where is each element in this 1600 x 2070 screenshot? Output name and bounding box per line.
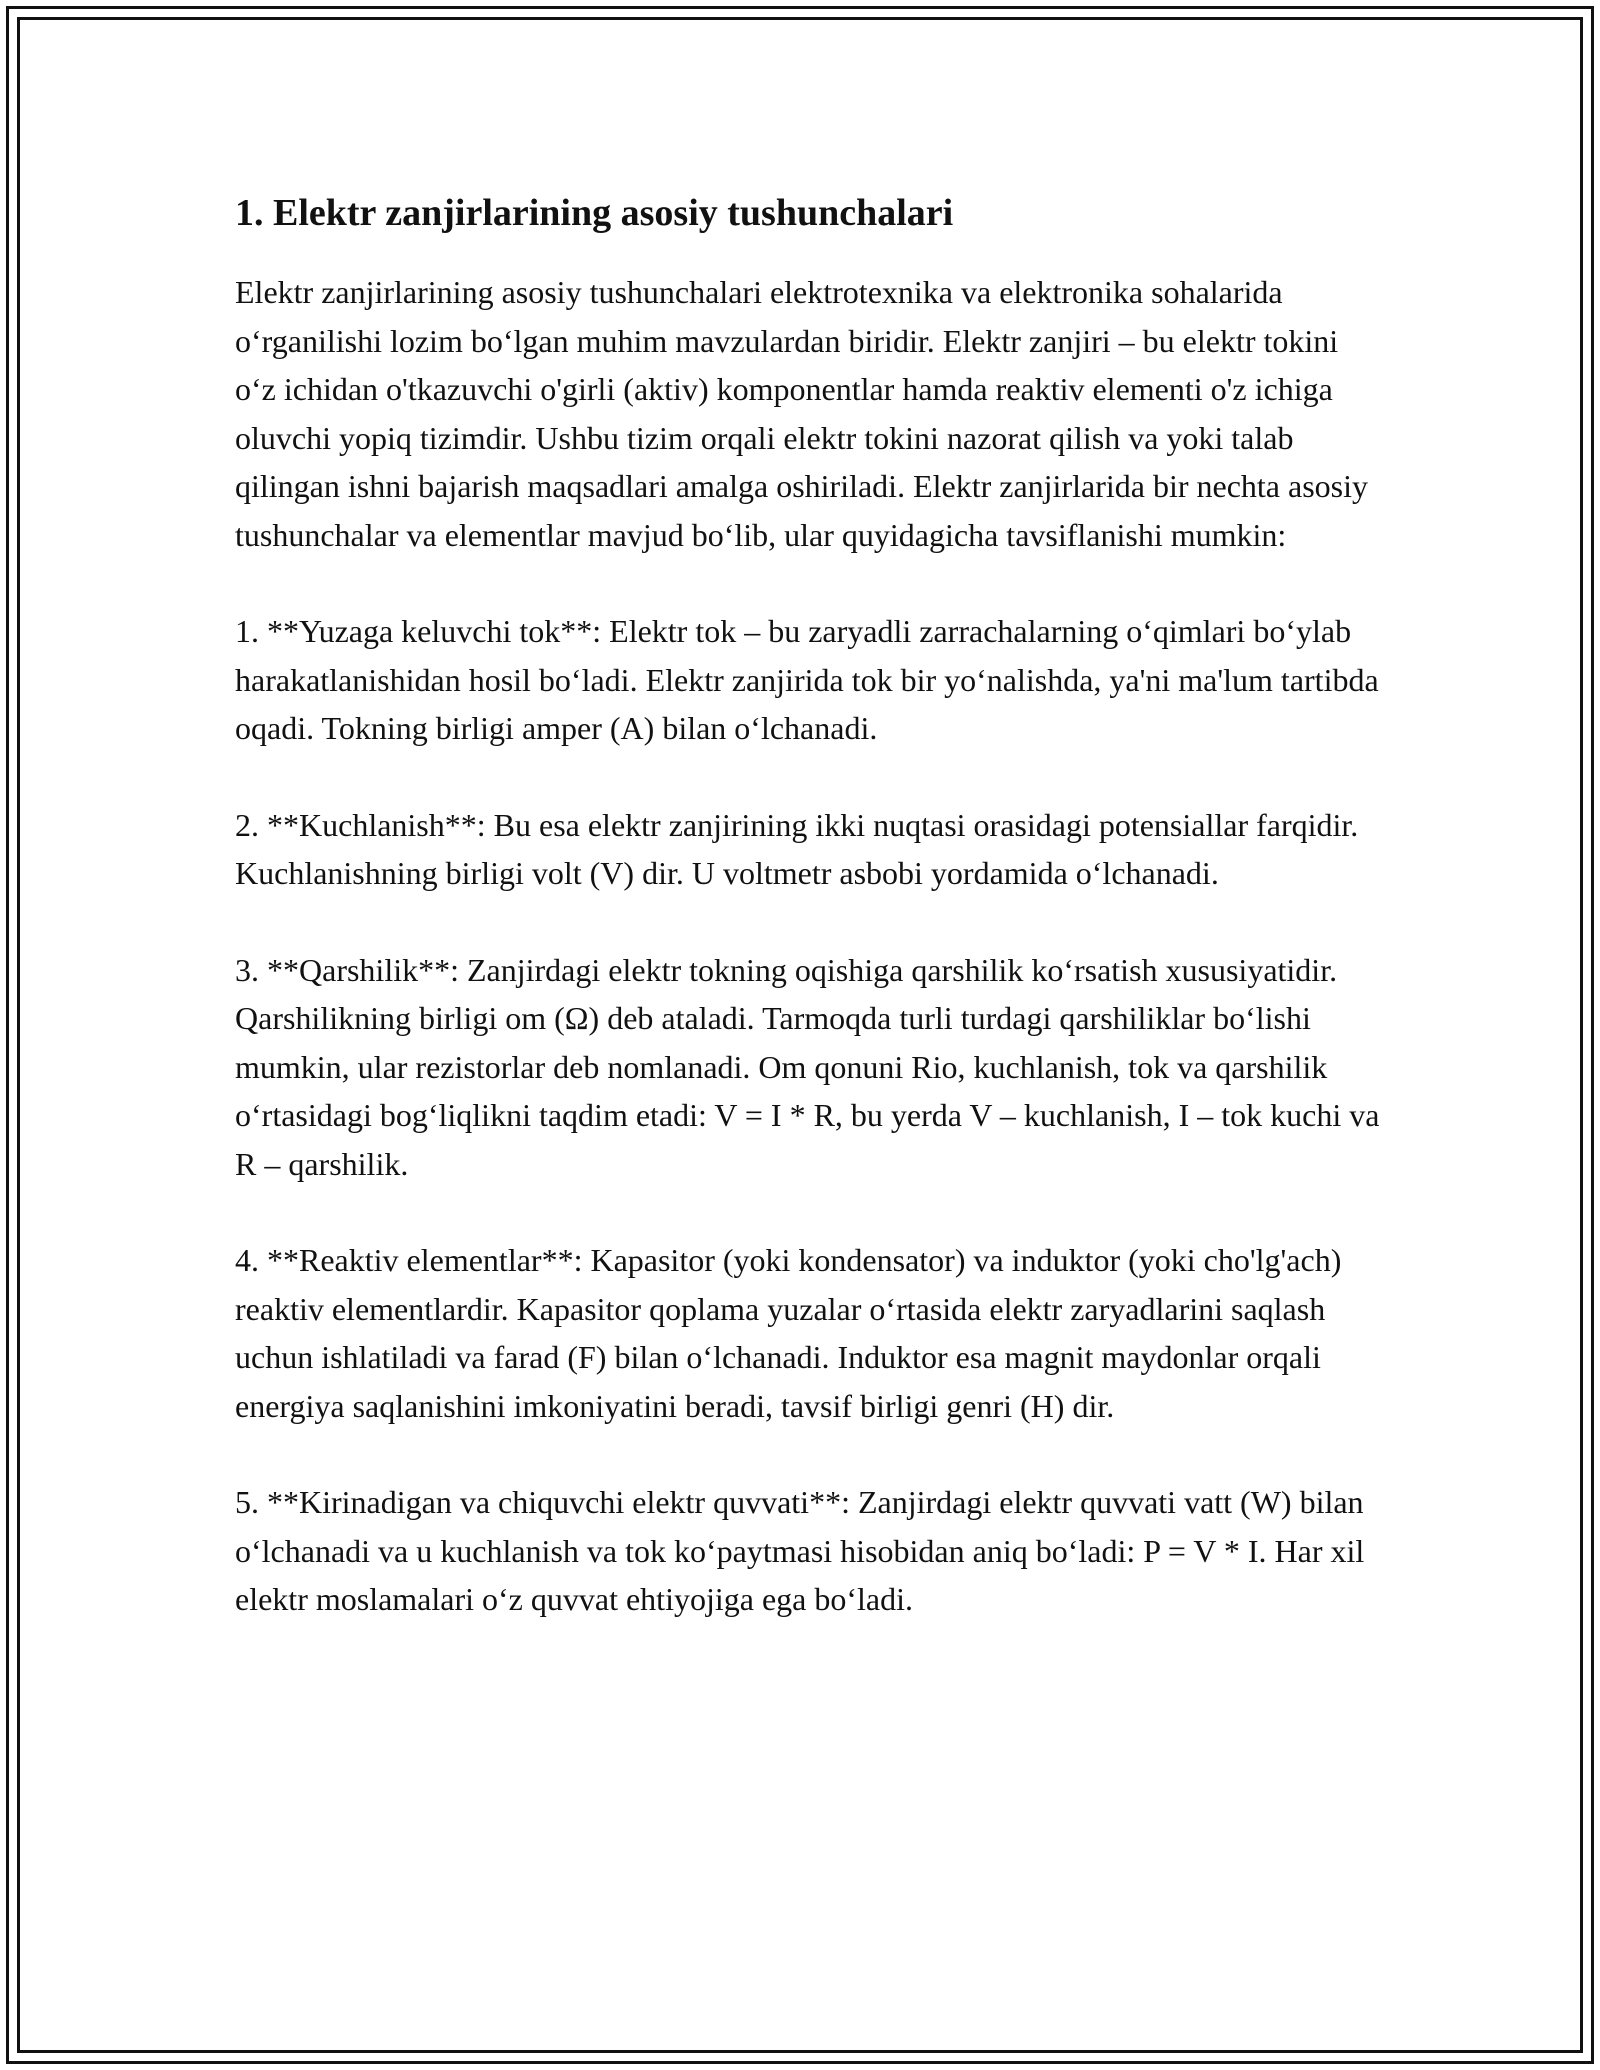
page-title: 1. Elektr zanjirlarining asosiy tushunchalari (235, 192, 954, 234)
document-body (235, 188, 1385, 1672)
item-power-paragraph: 5. **Kirinadigan va chiquvchi elektr quvvati**: Zanjirdagi elektr quvvati vatt (W) bilan oʻlchanadi va u kuchlanish va tok koʻpaytmasi hisobidan aniq boʻladi: P = V * I. Har xil elektr moslamalari oʻz quvvat ehtiyojiga ega boʻladi. (235, 1484, 1365, 1617)
item-resistance-paragraph: 3. **Qarshilik**: Zanjirdagi elektr tokning oqishiga qarshilik koʻrsatish xususiyatidir. Qarshilikning birligi om (Ω) deb ataladi. Tarmoqda turli turdagi qarshiliklar boʻlishi mumkin, ular rezistorlar deb nomlanadi. Om qonuni Rio, kuchlanish, tok va qarshilik oʻrtasidagi bogʻliqlikni taqdim etadi: V = I * R, bu yerda V – kuchlanish, I – tok kuchi va R – qarshilik. (235, 951, 1380, 1182)
item-current-paragraph: 1. **Yuzaga keluvchi tok**: Elektr tok – bu zaryadli zarrachalarning oʻqimlari boʻylab harakatlanishidan hosil boʻladi. Elektr zanjirida tok bir yoʻnalishda, ya'ni ma'lum tartibda oqadi. Tokning birligi amper (A) bilan oʻlchanadi. (235, 613, 1379, 746)
item-voltage-paragraph: 2. **Kuchlanish**: Bu esa elektr zanjirining ikki nuqtasi orasidagi potensiallar farqidir. Kuchlanishning birligi volt (V) dir. U voltmetr asbobi yordamida oʻlchanadi. (235, 806, 1359, 891)
item-reactive-elements-paragraph: 4. **Reaktiv elementlar**: Kapasitor (yoki kondensator) va induktor (yoki cho'lg'ach) reaktiv elementlardir. Kapasitor qoplama yuzalar oʻrtasida elektr zaryadlarini saqlash uchun ishlatiladi va farad (F) bilan oʻlchanadi. Induktor esa magnit maydonlar orqali energiya saqlanishini imkoniyatini beradi, tavsif birligi genri (H) dir. (235, 1242, 1342, 1424)
intro-paragraph: Elektr zanjirlarining asosiy tushunchalari elektrotexnika va elektronika sohalarida oʻrganilishi lozim boʻlgan muhim mavzulardan biridir. Elektr zanjiri – bu elektr tokini oʻz ichidan o'tkazuvchi o'girli (aktiv) komponentlar hamda reaktiv elementi o'z ichiga oluvchi yopiq tizimdir. Ushbu tizim orqali elektr tokini nazorat qilish va yoki talab qilingan ishni bajarish maqsadlari amalga oshiriladi. Elektr zanjirlarida bir nechta asosiy tushunchalar va elementlar mavjud boʻlib, ular quyidagicha tavsiflanishi mumkin: (235, 274, 1368, 553)
